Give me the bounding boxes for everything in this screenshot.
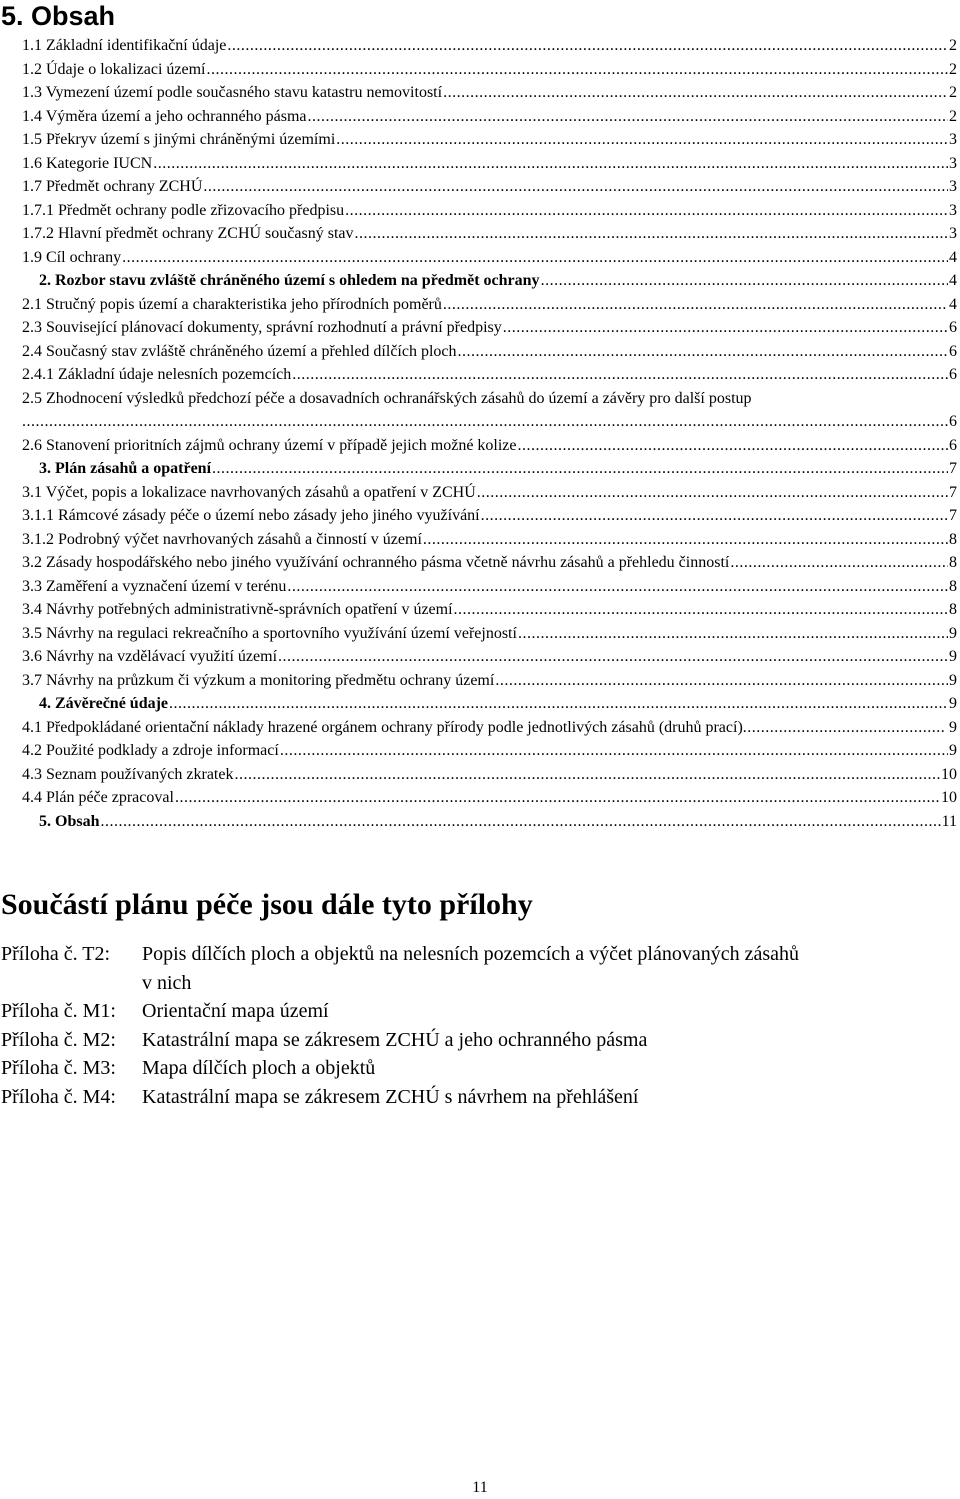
toc-leader — [278, 645, 948, 669]
toc-entry-label: 5. Obsah — [39, 812, 100, 830]
toc-leader — [100, 810, 940, 834]
table-of-contents — [22, 34, 957, 833]
toc-entry[interactable] — [22, 763, 957, 787]
toc-leader — [481, 504, 948, 528]
appendix-prefix: Příloha č. M1: — [1, 1000, 116, 1022]
toc-entry-label: 3.1.1 Rámcové zásady péče o území nebo zásady jeho jiného využívání — [22, 507, 480, 524]
toc-leader — [423, 528, 948, 552]
appendix-item — [1, 997, 956, 1026]
toc-entry-label: 4. Závěrečné údaje — [39, 695, 169, 712]
toc-entry-page: 3 — [949, 201, 957, 219]
toc-entry-label: 3.1 Výčet, popis a lokalizace navrhovaných zásahů a opatření v ZCHÚ — [22, 483, 476, 501]
appendix-prefix: Příloha č. T2: — [1, 943, 111, 965]
toc-entry-label: 1.5 Překryv území s jinými chráněnými územími — [22, 131, 336, 148]
toc-entry-page: 7 — [949, 460, 957, 477]
toc-entry[interactable] — [22, 457, 957, 481]
toc-entry-label: 1.6 Kategorie IUCN — [22, 154, 153, 172]
toc-entry[interactable] — [22, 222, 957, 246]
toc-entry-page: 9 — [949, 624, 957, 642]
toc-entry-page: 8 — [949, 530, 957, 548]
toc-entry[interactable] — [22, 622, 957, 646]
toc-leader — [336, 128, 948, 152]
appendix-item — [1, 1083, 956, 1112]
toc-entry[interactable] — [22, 34, 957, 58]
toc-entry[interactable] — [22, 387, 957, 411]
toc-leader — [206, 58, 948, 82]
toc-entry-page: 4 — [949, 272, 957, 289]
toc-entry-label: 1.7.1 Předmět ochrany podle zřizovacího předpisu — [22, 201, 345, 219]
toc-entry-label: 1.4 Výměra území a jeho ochranného pásma — [22, 107, 307, 125]
toc-entry-page: 3 — [949, 225, 957, 242]
toc-entry-label: 4.2 Použité podklady a zdroje informací — [22, 742, 279, 759]
toc-entry-label: 3.3 Zaměření a vyznačení území v terénu — [22, 577, 287, 595]
appendix-prefix — [1, 969, 142, 998]
page-title: 5. Obsah — [1, 1, 116, 31]
toc-leader — [122, 246, 948, 270]
toc-leader — [345, 199, 948, 223]
toc-entry-page: 6 — [949, 413, 957, 430]
toc-leader — [203, 175, 948, 199]
toc-entry-label: 2.5 Zhodnocení výsledků předchozí péče a dosavadních ochranářských zásahů do území a závěry pro další postup — [22, 389, 752, 407]
toc-leader — [443, 293, 948, 317]
toc-entry-page: 8 — [949, 554, 957, 571]
toc-entry[interactable] — [22, 340, 957, 364]
toc-entry-page: 2 — [949, 37, 957, 54]
appendix-text: v nich — [142, 971, 192, 994]
toc-entry[interactable] — [22, 598, 957, 622]
toc-entry-page: 6 — [949, 436, 957, 454]
toc-entry[interactable] — [22, 316, 957, 340]
toc-entry-page: 7 — [949, 507, 957, 524]
toc-entry-page: 9 — [949, 742, 957, 759]
toc-entry[interactable] — [22, 58, 957, 82]
toc-leader — [175, 786, 940, 810]
toc-leader — [477, 481, 948, 505]
toc-entry-page: 10 — [941, 789, 957, 806]
toc-entry[interactable] — [22, 246, 957, 270]
appendix-list — [1, 940, 956, 1111]
toc-leader — [280, 739, 948, 763]
toc-entry[interactable] — [22, 434, 957, 458]
appendix-prefix: Příloha č. M3: — [1, 1057, 116, 1079]
toc-leader — [153, 152, 948, 176]
toc-entry[interactable] — [22, 293, 957, 317]
toc-entry-label: 2.1 Stručný popis území a charakteristika jeho přírodních poměrů — [22, 295, 442, 313]
toc-leader — [292, 363, 948, 387]
toc-leader — [458, 340, 948, 364]
toc-leader — [518, 434, 948, 458]
toc-entry-label: 1.7 Předmět ochrany ZCHÚ — [22, 178, 203, 195]
toc-entry-label: 2.3 Související plánovací dokumenty, správní rozhodnutí a právní předpisy — [22, 319, 502, 336]
toc-entry-continuation[interactable] — [22, 410, 957, 434]
toc-entry[interactable] — [22, 528, 957, 552]
appendix-heading: Součástí plánu péče jsou dále tyto přílohy — [1, 888, 533, 921]
toc-entry-label: 3.2 Zásady hospodářského nebo jiného využívání ochranného pásma včetně návrhu zásahů a přehledu činností — [22, 554, 730, 571]
toc-entry-label: 1.2 Údaje o lokalizaci území — [22, 60, 206, 78]
toc-entry-label: 3.7 Návrhy na průzkum či výzkum a monitoring předmětu ochrany území — [22, 671, 495, 689]
toc-leader — [495, 669, 948, 693]
toc-entry[interactable] — [22, 716, 957, 740]
toc-entry-page: 7 — [949, 483, 957, 501]
toc-leader — [454, 598, 948, 622]
toc-entry-page: 3 — [949, 178, 957, 195]
toc-entry-page: 9 — [949, 695, 957, 712]
toc-entry[interactable] — [22, 551, 957, 575]
appendix-item — [1, 1054, 956, 1083]
toc-entry-label: 2.4.1 Základní údaje nelesních pozemcích — [22, 366, 292, 383]
toc-entry-page: 9 — [949, 671, 957, 689]
toc-entry[interactable] — [22, 692, 957, 716]
toc-leader — [518, 622, 948, 646]
toc-entry[interactable] — [22, 739, 957, 763]
appendix-item — [1, 940, 956, 969]
appendix-text: Katastrální mapa se zákresem ZCHÚ s návrhem na přehlášení — [142, 1085, 639, 1108]
toc-entry-page: 2 — [949, 60, 957, 78]
toc-entry[interactable] — [22, 269, 957, 293]
toc-entry[interactable] — [22, 575, 957, 599]
toc-entry-label: 1.7.2 Hlavní předmět ochrany ZCHÚ současný stav — [22, 225, 354, 242]
appendix-prefix: Příloha č. M2: — [1, 1028, 116, 1051]
toc-leader — [541, 269, 948, 293]
toc-entry-label: 2. Rozbor stavu zvláště chráněného území s ohledem na předmět ochrany — [39, 272, 540, 289]
toc-entry[interactable] — [22, 810, 957, 834]
toc-entry[interactable] — [22, 645, 957, 669]
appendix-item — [1, 1026, 956, 1055]
toc-entry[interactable] — [22, 128, 957, 152]
toc-entry[interactable] — [22, 81, 957, 105]
toc-entry[interactable] — [22, 786, 957, 810]
appendix-text: Popis dílčích ploch a objektů na nelesních pozemcích a výčet plánovaných zásahů — [142, 943, 800, 965]
toc-entry[interactable] — [22, 105, 957, 129]
toc-entry[interactable] — [22, 481, 957, 505]
toc-leader — [234, 763, 940, 787]
appendix-text: Orientační mapa území — [142, 1000, 329, 1022]
appendix-prefix: Příloha č. M4: — [1, 1085, 116, 1108]
toc-entry-page: 2 — [949, 107, 957, 125]
toc-entry-label: 4.3 Seznam používaných zkratek — [22, 765, 234, 783]
toc-entry-page: 3 — [949, 154, 957, 172]
toc-entry-page: 8 — [949, 577, 957, 595]
toc-leader — [308, 105, 949, 129]
toc-entry-label: 3.6 Návrhy na vzdělávací využití území — [22, 648, 278, 665]
toc-leader — [443, 81, 948, 105]
toc-entry-page: 6 — [949, 342, 957, 360]
appendix-text: Mapa dílčích ploch a objektů — [142, 1057, 376, 1079]
toc-entry-label: 2.6 Stanovení prioritních zájmů ochrany území v případě jejich možné kolize — [22, 436, 517, 454]
appendix-text: Katastrální mapa se zákresem ZCHÚ a jeho ochranného pásma — [142, 1028, 648, 1051]
toc-entry[interactable] — [22, 152, 957, 176]
toc-entry-label: 1.9 Cíl ochrany — [22, 248, 122, 266]
toc-entry-page: 11 — [941, 812, 957, 830]
toc-entry-page: 3 — [949, 131, 957, 148]
toc-entry[interactable] — [22, 363, 957, 387]
toc-entry-page: 9 — [949, 648, 957, 665]
page-number: 11 — [472, 1479, 488, 1496]
toc-leader — [287, 575, 948, 599]
toc-entry[interactable] — [22, 669, 957, 693]
toc-entry-label: 1.1 Základní identifikační údaje — [22, 37, 227, 54]
appendix-item — [1, 969, 956, 998]
toc-leader — [22, 410, 948, 434]
toc-leader — [743, 716, 945, 740]
toc-leader — [503, 316, 948, 340]
toc-entry-label: 4.1 Předpokládané orientační náklady hrazené orgánem ochrany přírody podle jednotlivých zásahů (druhů prací) — [22, 718, 743, 736]
toc-leader — [730, 551, 948, 575]
toc-leader — [169, 692, 948, 716]
toc-entry[interactable] — [22, 199, 957, 223]
toc-entry-page: 2 — [949, 84, 957, 101]
toc-entry-label: 3.5 Návrhy na regulaci rekreačního a sportovního využívání území veřejností — [22, 624, 517, 642]
toc-entry-page: 6 — [949, 319, 957, 336]
toc-entry-page: 10 — [941, 765, 957, 783]
toc-leader — [227, 34, 948, 58]
toc-entry-label: 3.1.2 Podrobný výčet navrhovaných zásahů a činností v území — [22, 530, 422, 548]
toc-entry-label: 4.4 Plán péče zpracoval — [22, 789, 174, 806]
toc-entry-page: 9 — [949, 718, 957, 736]
toc-entry-label: 3.4 Návrhy potřebných administrativně-správních opatření v území — [22, 601, 453, 618]
toc-leader — [212, 457, 948, 481]
toc-entry-page: 8 — [949, 601, 957, 618]
toc-entry-label: 2.4 Současný stav zvláště chráněného území a přehled dílčích ploch — [22, 342, 457, 360]
toc-entry[interactable] — [22, 175, 957, 199]
toc-leader — [354, 222, 948, 246]
toc-entry-page: 4 — [949, 295, 957, 313]
toc-entry-page: 6 — [949, 366, 957, 383]
toc-entry-page: 4 — [949, 248, 957, 266]
toc-entry-label: 1.3 Vymezení území podle současného stavu katastru nemovitostí — [22, 84, 443, 101]
toc-entry-label: 3. Plán zásahů a opatření — [39, 460, 212, 477]
toc-entry[interactable] — [22, 504, 957, 528]
